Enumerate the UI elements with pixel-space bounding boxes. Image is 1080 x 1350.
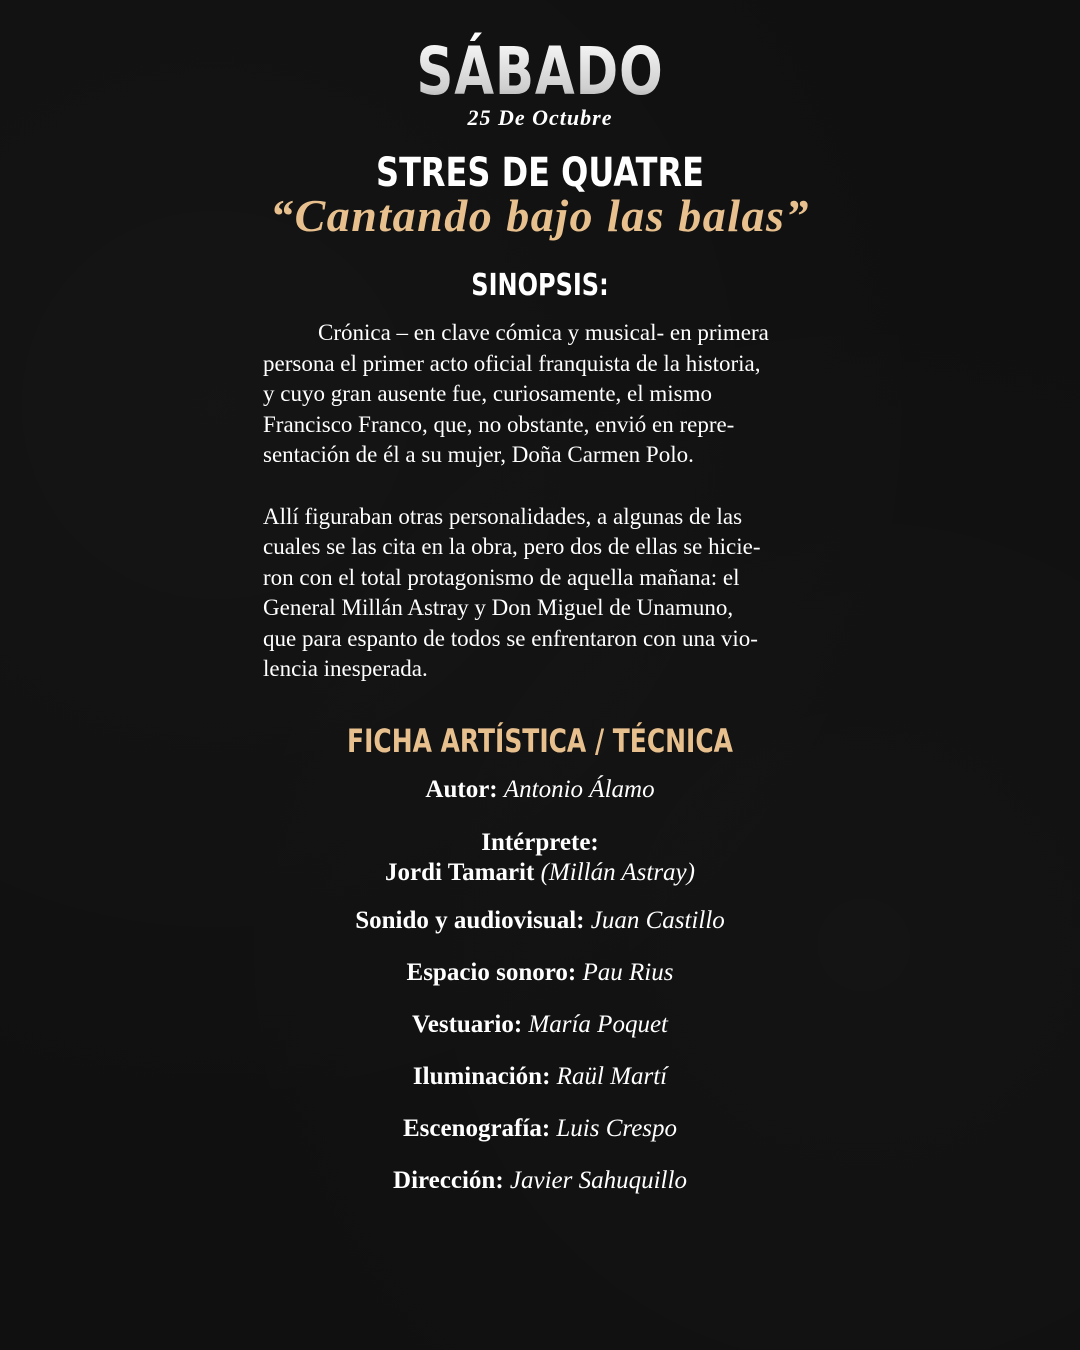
company-name: STRES DE QUATRE	[376, 150, 704, 196]
performer-name: Jordi Tamarit	[385, 859, 535, 886]
credit-value: Juan Castillo	[590, 907, 725, 934]
synopsis-heading: SINOPSIS:	[471, 268, 609, 303]
synopsis-line: Allí figuraban otras personalidades, a algunas de las	[263, 503, 743, 529]
credit-value: Luis Crespo	[556, 1115, 678, 1142]
credit-costumes	[0, 1010, 1080, 1040]
credit-set-design	[0, 1114, 1080, 1144]
credits-heading: FICHA ARTÍSTICA / TÉCNICA	[347, 722, 733, 760]
credit-value: Antonio Álamo	[503, 776, 655, 803]
synopsis-line: ron con el total protagonismo de aquella mañana: el	[263, 564, 740, 590]
credit-lighting	[0, 1062, 1080, 1092]
credit-label: Iluminación:	[412, 1063, 551, 1090]
synopsis-line: General Millán Astray y Don Miguel de Unamuno,	[263, 595, 734, 620]
credit-label: Dirección:	[393, 1167, 504, 1194]
credit-label: Escenografía:	[402, 1115, 551, 1142]
credit-author	[0, 775, 1080, 805]
synopsis-text	[263, 318, 823, 685]
credit-performer	[0, 828, 1080, 888]
play-title: “Cantando bajo las balas”	[270, 190, 810, 241]
synopsis-line: Crónica – en clave cómica y musical- en primera	[318, 320, 769, 345]
credit-value: Javier Sahuquillo	[509, 1167, 687, 1194]
credit-sound-space	[0, 958, 1080, 988]
credit-sound	[0, 906, 1080, 936]
synopsis-line: sentación de él a su mujer, Doña Carmen Polo.	[263, 442, 694, 467]
credit-label: Espacio sonoro:	[406, 959, 577, 986]
synopsis-line: lencia inesperada.	[263, 656, 428, 681]
credit-value: Pau Rius	[582, 959, 674, 986]
day-title: SÁBADO	[119, 32, 961, 112]
credit-label: Autor:	[425, 776, 498, 803]
event-date: 25 De Octubre	[467, 105, 613, 130]
synopsis-line: cuales se las cita en la obra, pero dos de ellas se hicie-	[263, 534, 761, 559]
credit-label: Intérprete:	[481, 829, 599, 856]
credit-label: Sonido y audiovisual:	[355, 907, 585, 934]
credit-label: Vestuario:	[411, 1011, 523, 1038]
credit-value: Raül Martí	[556, 1063, 668, 1090]
synopsis-line: Francisco Franco, que, no obstante, envió en repre-	[263, 411, 735, 437]
performer-role: (Millán Astray)	[540, 859, 695, 886]
synopsis-line: que para espanto de todos se enfrentaron con una vio-	[263, 625, 758, 651]
synopsis-line: y cuyo gran ausente fue, curiosamente, el mismo	[263, 381, 712, 406]
credit-value: María Poquet	[528, 1011, 668, 1038]
credit-direction	[0, 1166, 1080, 1196]
synopsis-line: persona el primer acto oficial franquista de la historia,	[263, 350, 761, 376]
paragraph-gap	[263, 471, 823, 502]
